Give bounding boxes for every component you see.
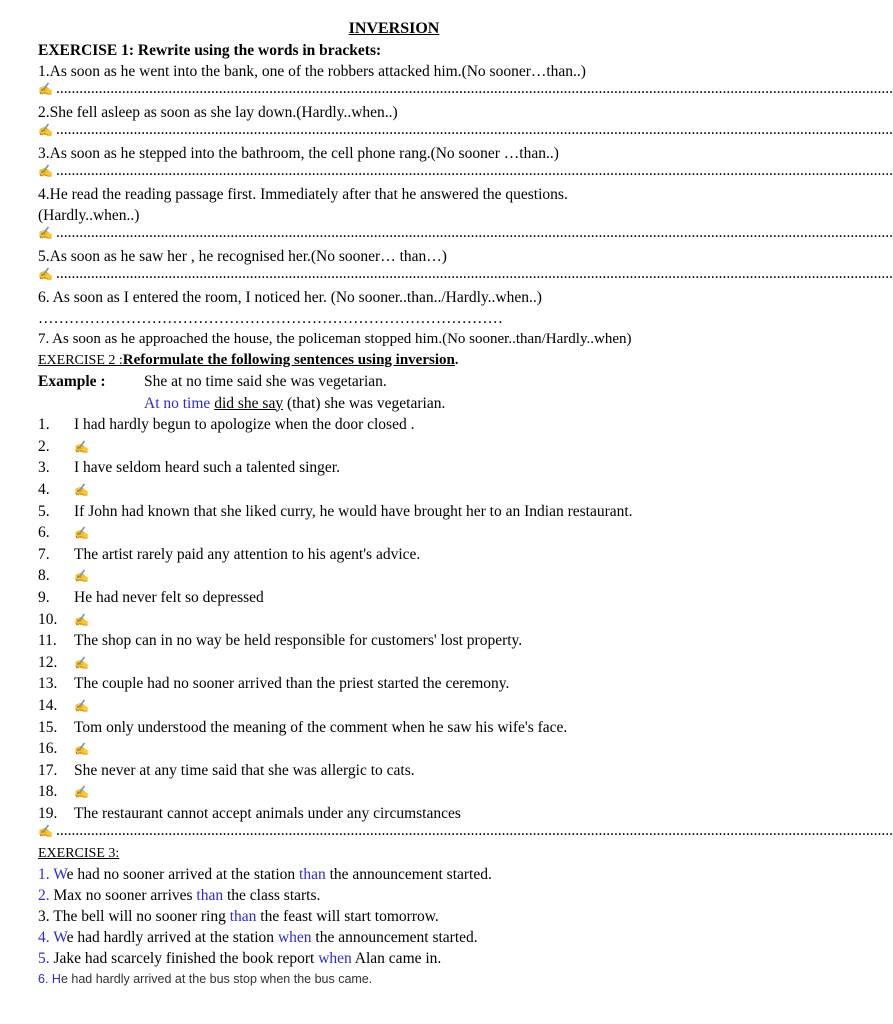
ex1-answer-line-5[interactable]: ✍ ........................................................................................................................................................................................................................ — [38, 265, 893, 282]
ex2-sentence: 11. The shop can in no way be held responsible for customers' lost property. — [38, 632, 523, 650]
ex2-answer[interactable]: 16. ✍ — [38, 738, 750, 760]
ex3-item: 4. We had hardly arrived at the station when the announcement started. — [38, 929, 478, 947]
ex2-answer[interactable]: 2. ✍ — [38, 436, 750, 458]
ex2-sentence: 1. I had hardly begun to apologize when the door closed . — [38, 416, 415, 434]
ex1-answer-line-4[interactable]: ✍ ........................................................................................................................................................................................................................ — [38, 224, 893, 241]
writing-hand-icon: ✍ — [74, 785, 89, 800]
writing-hand-icon: ✍ — [74, 526, 89, 541]
example-label: Example : — [38, 373, 106, 390]
ex1-item-1: 1.As soon as he went into the bank, one of the robbers attacked him.(No sooner…than..) — [38, 63, 586, 80]
ex1-item-2: 2.She fell asleep as soon as she lay down.(Hardly..when..) — [38, 104, 398, 121]
ex3-item: 2. Max no sooner arrives than the class starts. — [38, 887, 321, 905]
writing-hand-icon: ✍ — [74, 482, 89, 497]
writing-hand-icon: ✍ — [38, 164, 53, 178]
writing-hand-icon: ✍ — [74, 698, 89, 713]
ex3-item: 3. The bell will no sooner ring than the feast will start tomorrow. — [38, 908, 439, 926]
ex2-list — [38, 414, 893, 844]
page-title: INVERSION — [348, 20, 440, 37]
writing-hand-icon: ✍ — [74, 742, 89, 757]
example-row-2 — [38, 393, 750, 415]
ex2-answer[interactable]: 14. ✍ — [38, 695, 750, 717]
ex1-answer-line-1[interactable]: ✍ ........................................................................................................................................................................................................................ — [38, 80, 893, 97]
ex1-item-3: 3.As soon as he stepped into the bathroom, the cell phone rang.(No sooner …than..) — [38, 145, 559, 162]
ex2-sentence: 3. I have seldom heard such a talented singer. — [38, 459, 340, 477]
example-row-1 — [38, 371, 750, 393]
ex1-answer-line-2[interactable]: ✍ ........................................................................................................................................................................................................................ — [38, 121, 893, 138]
writing-hand-icon: ✍ — [74, 655, 89, 670]
ex1-item-7: 7. As soon as he approached the house, the policeman stopped him.(No sooner..than/Hardly..when) — [38, 331, 632, 347]
exercise2-header: EXERCISE 2 :Reformulate the following sentences using inversion. — [38, 352, 459, 368]
writing-hand-icon: ✍ — [38, 123, 53, 137]
example-rewrite: At no time did she say (that) she was vegetarian. — [144, 394, 446, 412]
ex1-item-5: 5.As soon as he saw her , he recognised her.(No sooner… than…) — [38, 248, 447, 265]
ex2-answer[interactable]: 18. ✍ — [38, 781, 750, 803]
ex2-answer[interactable]: 8. ✍ — [38, 565, 750, 587]
writing-hand-icon: ✍ — [38, 824, 53, 839]
example-original: She at no time said she was vegetarian. — [144, 373, 387, 390]
exercise1-header: EXERCISE 1: Rewrite using the words in brackets: — [38, 42, 382, 59]
worksheet — [38, 18, 893, 990]
writing-hand-icon: ✍ — [38, 226, 53, 240]
ex1-item-4: 4.He read the reading passage first. Immediately after that he answered the questions. — [38, 186, 568, 203]
ex3-item: 5. Jake had scarcely finished the book report when Alan came in. — [38, 950, 442, 968]
ex2-sentence: 19. The restaurant cannot accept animals under any circumstances — [38, 804, 461, 822]
writing-hand-icon: ✍ — [74, 569, 89, 584]
writing-hand-icon: ✍ — [74, 439, 89, 454]
ex2-sentence: 15. Tom only understood the meaning of the comment when he saw his wife's face. — [38, 718, 568, 736]
ex1-item-6: 6. As soon as I entered the room, I noticed her. (No sooner..than../Hardly..when..) — [38, 289, 542, 306]
ex2-answer[interactable]: 12. ✍ — [38, 652, 750, 674]
ex1-item-4-hint: (Hardly..when..) — [38, 207, 140, 224]
ex2-sentence: 9. He had never felt so depressed — [38, 588, 264, 606]
writing-hand-icon: ✍ — [38, 82, 53, 96]
ex2-answer[interactable]: 4. ✍ — [38, 479, 750, 501]
writing-hand-icon: ✍ — [74, 612, 89, 627]
writing-hand-icon: ✍ — [38, 267, 53, 281]
ex2-answer[interactable]: 6. ✍ — [38, 522, 750, 544]
ex2-sentence: 13. The couple had no sooner arrived than the priest started the ceremony. — [38, 675, 510, 693]
ex2-sentence: 5. If John had known that she liked curry, he would have brought her to an Indian restaurant. — [38, 502, 633, 520]
ex3-item-6: 6. He had hardly arrived at the bus stop when the bus came. — [38, 972, 373, 987]
ex2-sentence: 17. She never at any time said that she was allergic to cats. — [38, 761, 415, 779]
exercise3-header: EXERCISE 3: — [38, 846, 120, 862]
ex1-answer-line-3[interactable]: ✍ ........................................................................................................................................................................................................................ — [38, 162, 893, 179]
ex2-answer-line-final[interactable]: ✍ ........................................................................................................................................................................................................................ — [38, 822, 893, 840]
ex2-sentence: 7. The artist rarely paid any attention to his agent's advice. — [38, 545, 421, 563]
ex1-answer-line-6[interactable]: ……………………………………………………………………………… — [38, 310, 503, 327]
ex3-item: 1. We had no sooner arrived at the station than the announcement started. — [38, 866, 492, 884]
ex2-answer[interactable]: 10. ✍ — [38, 609, 750, 631]
